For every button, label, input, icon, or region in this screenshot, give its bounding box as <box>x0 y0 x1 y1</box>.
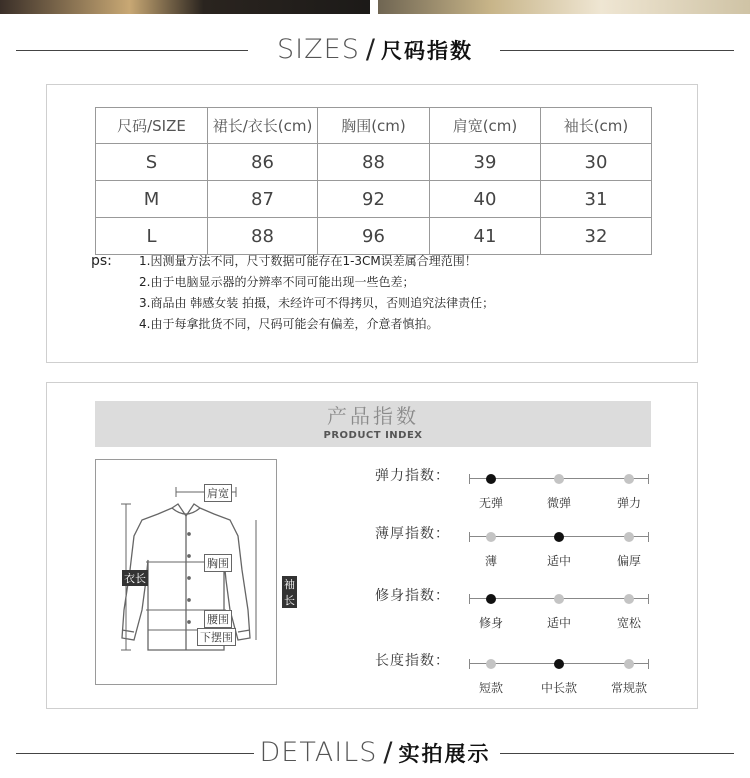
scale-dot <box>554 594 564 604</box>
scale-option: 无弹 <box>478 496 503 510</box>
scale-option: 适中 <box>546 616 571 630</box>
index-row-fit <box>375 585 655 630</box>
table-cell: 31 <box>541 181 652 218</box>
scale-dot <box>624 659 634 669</box>
details-title-cn: 实拍展示 <box>398 742 491 766</box>
table-cell: 30 <box>541 144 652 181</box>
scale-dot <box>624 474 634 484</box>
index-scale <box>469 532 649 568</box>
sizes-heading <box>0 30 750 70</box>
scale-dot <box>486 594 496 604</box>
model-photo-left <box>0 0 370 14</box>
scale-dot <box>554 659 564 669</box>
product-index-panel <box>46 382 698 709</box>
label-chest: 胸围 <box>204 554 232 572</box>
label-waist: 腰围 <box>204 610 232 628</box>
size-table <box>95 107 652 255</box>
scale-dot <box>486 659 496 669</box>
scale-option: 弹力 <box>616 496 641 510</box>
scale-option: 常规款 <box>610 681 647 695</box>
scale-tick <box>648 474 649 484</box>
sizes-title-en: SIZES <box>277 34 360 65</box>
scale-option: 中长款 <box>540 681 577 695</box>
index-label: 修身指数： <box>375 588 450 604</box>
sizes-title-separator: / <box>365 34 375 65</box>
scale-tick <box>648 532 649 542</box>
table-cell: 88 <box>208 218 318 255</box>
table-cell: 88 <box>318 144 430 181</box>
scale-option: 适中 <box>546 554 571 568</box>
scale-option: 微弹 <box>546 496 571 510</box>
index-label: 弹力指数： <box>375 468 450 484</box>
table-cell: 41 <box>430 218 541 255</box>
label-shoulder: 肩宽 <box>204 484 232 502</box>
index-row-thickness <box>375 523 655 568</box>
table-cell: 92 <box>318 181 430 218</box>
table-row <box>96 144 652 181</box>
table-cell: M <box>96 181 208 218</box>
table-cell: 86 <box>208 144 318 181</box>
scale-tick <box>469 474 470 484</box>
scale-dot <box>554 532 564 542</box>
scale-option: 短款 <box>478 681 503 695</box>
product-index-title-en: PRODUCT INDEX <box>323 430 423 441</box>
table-cell: 96 <box>318 218 430 255</box>
table-cell: S <box>96 144 208 181</box>
top-photo-strip <box>0 0 750 14</box>
index-label: 长度指数： <box>375 653 450 669</box>
details-heading <box>0 733 750 773</box>
table-cell: 87 <box>208 181 318 218</box>
product-index-banner <box>95 401 651 447</box>
scale-tick <box>469 594 470 604</box>
table-row <box>96 181 652 218</box>
index-row-elasticity <box>375 465 655 510</box>
table-cell: 32 <box>541 218 652 255</box>
scale-option: 修身 <box>478 616 503 630</box>
scale-option: 宽松 <box>616 616 641 630</box>
details-title-en: DETAILS <box>259 737 378 768</box>
scale-dot <box>624 594 634 604</box>
table-cell: 39 <box>430 144 541 181</box>
label-length: 衣长 <box>124 572 146 585</box>
scale-option: 薄 <box>484 554 497 568</box>
label-hem: 下摆围 <box>197 628 236 646</box>
product-index-title-cn: 产品指数 <box>327 404 419 428</box>
header-chest: 胸围(cm) <box>318 108 430 144</box>
note-line: 3.商品由 韩感女装 拍摄，未经许可不得拷贝，否则追究法律责任； <box>139 296 495 310</box>
scale-dot <box>486 474 496 484</box>
header-sleeve: 袖长(cm) <box>541 108 652 144</box>
notes-label: ps: <box>91 253 112 269</box>
scale-tick <box>648 659 649 669</box>
scale-option: 偏厚 <box>616 554 641 568</box>
scale-tick <box>648 594 649 604</box>
scale-dot <box>554 474 564 484</box>
header-length: 裙长/衣长(cm) <box>208 108 318 144</box>
index-row-length <box>375 650 655 695</box>
header-shoulder: 肩宽(cm) <box>430 108 541 144</box>
index-scale <box>469 594 649 630</box>
scale-tick <box>469 659 470 669</box>
scale-tick <box>469 532 470 542</box>
scale-dot <box>486 532 496 542</box>
note-line: 4.由于每拿批货不同，尺码可能会有偏差，介意者慎拍。 <box>139 317 439 331</box>
index-label: 薄厚指数： <box>375 526 450 542</box>
note-line: 2.由于电脑显示器的分辨率不同可能出现一些色差； <box>139 275 415 289</box>
header-size: 尺码/SIZE <box>96 108 208 144</box>
garment-measure-diagram <box>95 459 295 685</box>
label-sleeve: 袖长 <box>284 578 295 607</box>
size-table-header <box>96 108 652 144</box>
index-scale <box>469 659 649 695</box>
sizes-title-cn: 尺码指数 <box>380 39 473 63</box>
size-chart-panel <box>46 84 698 363</box>
table-row <box>96 218 652 255</box>
note-line: 1.因测量方法不同，尺寸数据可能存在1-3CM误差属合理范围！ <box>139 254 477 268</box>
index-scale <box>469 474 649 510</box>
scale-dot <box>624 532 634 542</box>
model-photo-right <box>378 0 750 14</box>
details-title-separator: / <box>383 737 393 768</box>
table-cell: L <box>96 218 208 255</box>
table-cell: 40 <box>430 181 541 218</box>
